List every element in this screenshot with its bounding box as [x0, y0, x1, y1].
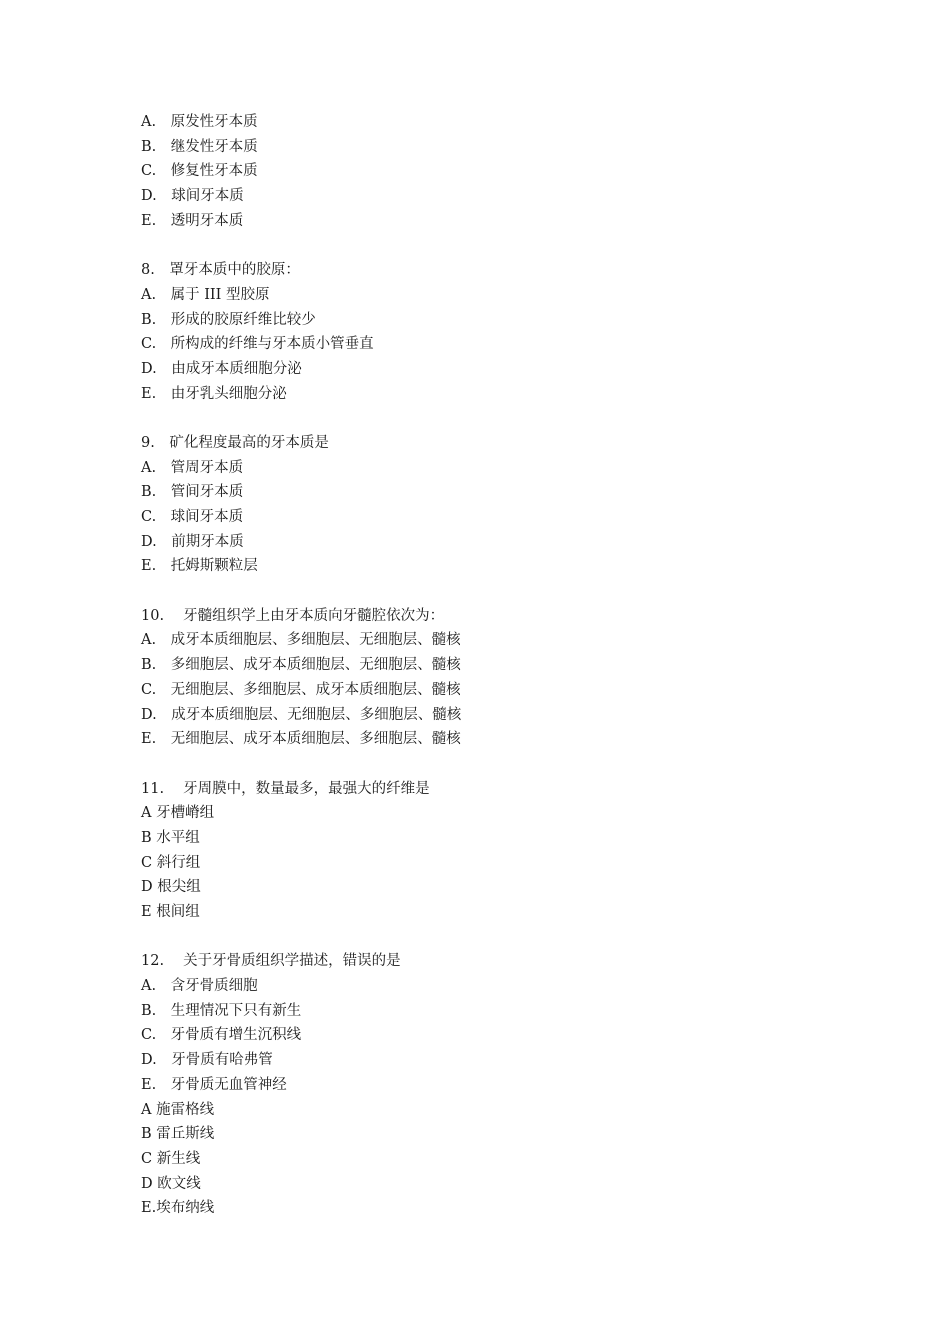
option-line: E.埃布纳线	[141, 1200, 215, 1217]
document-page	[141, 110, 821, 1221]
option-line: C 新生线	[141, 1150, 201, 1167]
option-line: B. 管间牙本质	[141, 484, 244, 501]
option-line: B. 继发性牙本质	[141, 138, 258, 155]
question-7-options	[141, 110, 821, 233]
option-line: C. 球间牙本质	[141, 509, 244, 525]
option-line: C 斜行组	[141, 854, 201, 871]
question-11	[141, 777, 821, 925]
spacer	[141, 579, 821, 604]
option-line: D. 球间牙本质	[141, 188, 244, 205]
option-line: E 根间组	[141, 904, 200, 920]
question-stem: 9. 矿化程度最高的牙本质是	[141, 434, 329, 451]
option-line: C. 无细胞层、多细胞层、成牙本质细胞层、髓核	[141, 681, 461, 698]
option-line: E. 牙骨质无血管神经	[141, 1076, 287, 1093]
option-line: A 施雷格线	[141, 1101, 215, 1118]
option-line: C. 所构成的纤维与牙本质小管垂直	[141, 336, 374, 353]
spacer	[141, 233, 821, 258]
option-line: A. 原发性牙本质	[141, 114, 258, 130]
option-line: D. 成牙本质细胞层、无细胞层、多细胞层、髓核	[141, 706, 462, 723]
option-line: C. 牙骨质有增生沉积线	[141, 1027, 302, 1044]
option-line: C. 修复性牙本质	[141, 163, 258, 180]
option-line: A. 属于 III 型胶原	[141, 286, 270, 303]
question-8	[141, 258, 821, 406]
option-line: E. 托姆斯颗粒层	[141, 558, 258, 575]
question-12	[141, 949, 821, 1221]
option-line: D. 牙骨质有哈弗管	[141, 1052, 273, 1069]
option-line: D 根尖组	[141, 879, 201, 896]
question-9	[141, 431, 821, 579]
option-line: B 水平组	[141, 829, 200, 846]
option-line: E. 透明牙本质	[141, 212, 244, 229]
option-line: E. 无细胞层、成牙本质细胞层、多细胞层、髓核	[141, 731, 461, 748]
option-line: D. 由成牙本质细胞分泌	[141, 360, 302, 377]
question-stem: 10. 牙髓组织学上由牙本质向牙髓腔依次为：	[141, 607, 445, 624]
option-line: A 牙槽嵴组	[141, 805, 215, 822]
spacer	[141, 925, 821, 950]
option-line: B. 形成的胶原纤维比较少	[141, 311, 316, 328]
question-stem: 11. 牙周膜中，数量最多，最强大的纤维是	[141, 780, 430, 797]
option-line: B. 多细胞层、成牙本质细胞层、无细胞层、髓核	[141, 657, 461, 674]
question-10	[141, 604, 821, 752]
option-line: D 欧文线	[141, 1175, 201, 1192]
option-line: A. 管周牙本质	[141, 459, 244, 476]
spacer	[141, 406, 821, 431]
question-stem: 8. 罩牙本质中的胶原：	[141, 262, 300, 279]
spacer	[141, 752, 821, 777]
option-line: E. 由牙乳头细胞分泌	[141, 385, 287, 402]
option-line: D. 前期牙本质	[141, 533, 244, 550]
option-line: A. 成牙本质细胞层、多细胞层、无细胞层、髓核	[141, 632, 461, 649]
option-line: B. 生理情况下只有新生	[141, 1002, 302, 1019]
option-line: A. 含牙骨质细胞	[141, 978, 258, 995]
option-line: B 雷丘斯线	[141, 1126, 215, 1143]
question-stem: 12. 关于牙骨质组织学描述，错误的是	[141, 953, 401, 970]
